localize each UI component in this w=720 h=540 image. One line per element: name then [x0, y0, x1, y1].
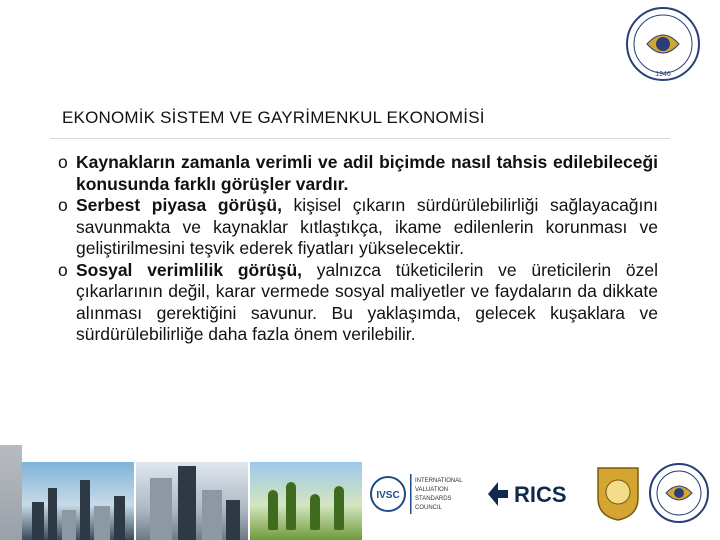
rics-text: RICS — [514, 482, 567, 507]
bullet-2-lead: Serbest piyasa görüşü, — [76, 195, 282, 215]
university-seal-small-icon — [648, 462, 710, 524]
seal-year: 1946 — [655, 71, 671, 78]
ivsc-line-3: STANDARDS — [415, 496, 452, 502]
ivsc-emblem-icon — [370, 470, 465, 518]
left-margin-bar — [0, 0, 22, 540]
bullet-item-3 — [58, 260, 658, 346]
bullet-3-lead: Sosyal verimlilik görüşü, — [76, 259, 303, 280]
bullet-marker: o — [58, 152, 68, 172]
bullet-item-2 — [58, 195, 658, 260]
bullet-1-text: Kaynakların zamanla verimli ve adil biçimde nasıl tahsis edilebileceği konusunda farklı görüşler vardır. — [76, 152, 658, 194]
city-skyline-photo — [22, 462, 134, 540]
bullet-marker: o — [58, 195, 68, 215]
ivsc-line-2: VALUATION — [415, 487, 449, 493]
slide-title: EKONOMİK SİSTEM VE GAYRİMENKUL EKONOMİSİ — [62, 108, 485, 127]
ivsc-logo — [370, 470, 465, 518]
bullet-3-text: yalnızca tüketicilerin ve üreticilerin özel çıkarlarının değil, karar vermede sosyal maliyetler ve faydaların da dikkate alınması gerektiğini savunur. Bu yaklaşımda, gelecek kuşaklara ve sürdürülebilirliğe daha fazla önem verilebilir. — [76, 259, 658, 344]
countryside-photo — [250, 462, 362, 540]
bullet-list — [58, 152, 658, 346]
bullet-2-text: kişisel çıkarın sürdürülebilirliği sağlayacağını savunmakta ve kaynaklar kıtlaştıkça, ikame edilenlerin korunması ve geliştirilmesini teşvik ederek fiyatları yükselecektir. — [76, 195, 658, 258]
gold-seal-icon — [592, 464, 644, 522]
bullet-marker: o — [58, 259, 68, 280]
ivsc-line-1: INTERNATIONAL — [415, 478, 463, 484]
left-accent-strip — [0, 445, 22, 540]
rics-emblem-icon — [484, 470, 579, 518]
ivsc-abbr: IVSC — [376, 490, 400, 501]
university-seal-icon — [620, 6, 706, 82]
bullet-item-1 — [58, 152, 658, 195]
rics-logo — [484, 470, 579, 518]
office-towers-photo — [136, 462, 248, 540]
ivsc-line-4: COUNCIL — [415, 505, 443, 511]
title-divider — [50, 138, 670, 139]
